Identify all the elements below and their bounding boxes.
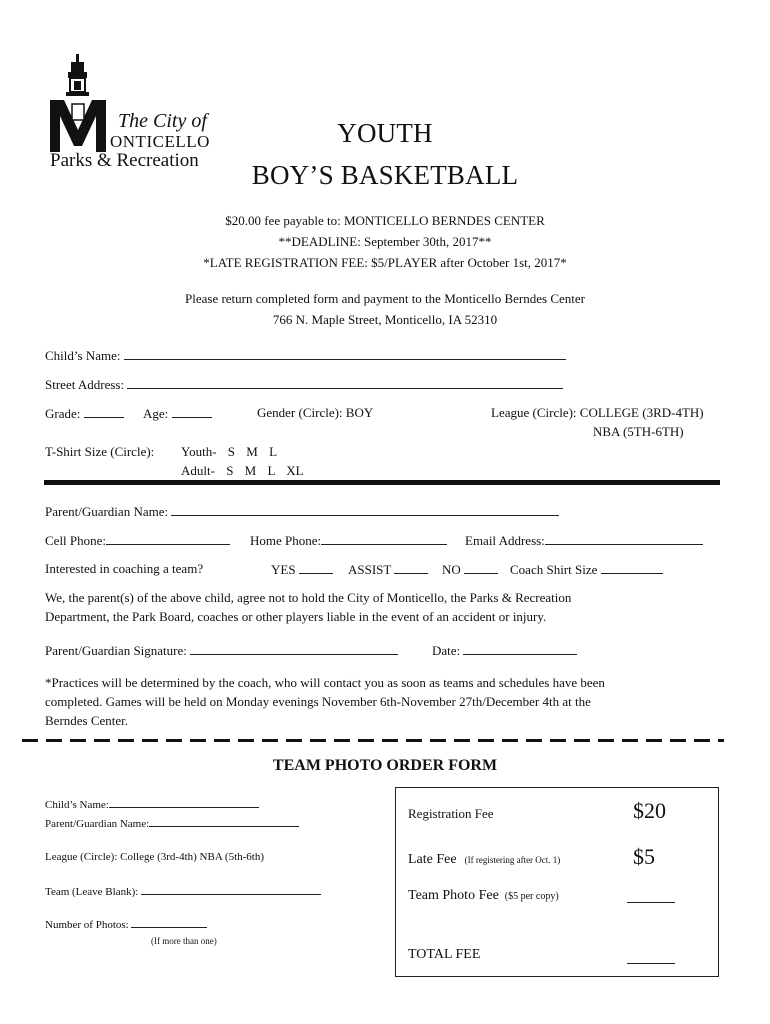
section-divider — [44, 480, 720, 485]
league-circle[interactable]: League (Circle): COLLEGE (3RD-4TH) — [491, 405, 704, 420]
street-address-label: Street Address: — [45, 377, 125, 392]
league-nba[interactable]: NBA (5TH-6TH) — [593, 424, 684, 439]
photo-fee-row — [408, 886, 559, 904]
street-address-field[interactable] — [45, 376, 563, 393]
photo-order-heading: TEAM PHOTO ORDER FORM — [272, 757, 498, 774]
home-phone-label: Home Phone: — [250, 533, 322, 548]
late-fee-line: *LATE REGISTRATION FEE: $5/PLAYER after October 1st, 2017* — [203, 255, 567, 270]
photo-team-label: Team (Leave Blank): — [45, 886, 139, 898]
age-label: Age: — [143, 406, 169, 421]
registration-fee-amount: $20 — [633, 798, 666, 823]
late-fee-row — [408, 850, 560, 868]
waiver-line-2: Department, the Park Board, coaches or other players liable in the event of an accident or injury. — [45, 609, 547, 624]
coaching-assist-field[interactable] — [348, 561, 428, 578]
title-boys-basketball: BOY’S BASKETBALL — [251, 160, 519, 190]
signature-field[interactable] — [45, 642, 398, 659]
registration-fee-label: Registration Fee — [408, 806, 494, 821]
photo-number-field[interactable] — [45, 917, 207, 931]
cell-phone-field[interactable] — [45, 532, 230, 549]
coaching-yes-label: YES — [271, 562, 296, 577]
practice-line-3: Berndes Center. — [45, 713, 129, 728]
cut-line — [22, 739, 724, 742]
photo-fee-blank[interactable] — [627, 890, 675, 903]
photo-child-name-label: Child’s Name: — [45, 799, 109, 811]
email-label: Email Address: — [465, 533, 545, 548]
coach-shirt-field[interactable] — [510, 561, 663, 578]
child-name-field[interactable] — [45, 347, 566, 364]
logo-monticello: ONTICELLO — [110, 132, 210, 151]
grade-field[interactable] — [45, 405, 124, 422]
coach-shirt-label: Coach Shirt Size — [510, 562, 598, 577]
photo-if-more-note: (If more than one) — [151, 936, 217, 946]
parent-name-label: Parent/Guardian Name: — [45, 504, 169, 519]
waiver-line-1: We, the parent(s) of the above child, agree not to hold the City of Monticello, the Parks & Recreation — [45, 590, 572, 605]
gender-circle[interactable]: Gender (Circle): BOY — [257, 405, 374, 420]
tshirt-size-label: T-Shirt Size (Circle): — [45, 444, 155, 459]
date-field[interactable] — [432, 642, 577, 659]
logo — [46, 48, 226, 174]
return-line-1: Please return completed form and payment to the Monticello Berndes Center — [185, 291, 585, 306]
photo-team-field[interactable] — [45, 884, 321, 898]
late-fee-amount: $5 — [633, 844, 655, 869]
logo-parks-recreation: Parks & Recreation — [50, 150, 199, 171]
photo-fee-note: ($5 per copy) — [504, 891, 559, 902]
coaching-yes-field[interactable] — [271, 561, 333, 578]
cell-phone-label: Cell Phone: — [45, 533, 107, 548]
email-field[interactable] — [465, 532, 703, 549]
practice-line-2: completed. Games will be held on Monday evenings November 6th-November 27th/December 4th at the — [45, 694, 591, 709]
home-phone-field[interactable] — [250, 532, 447, 549]
photo-league-circle[interactable]: League (Circle): College (3rd-4th) NBA (5th-6th) — [45, 851, 265, 863]
return-line-2: 766 N. Maple Street, Monticello, IA 52310 — [272, 312, 498, 327]
signature-label: Parent/Guardian Signature: — [45, 643, 187, 658]
total-fee-label: TOTAL FEE — [408, 947, 481, 962]
adult-sizes[interactable]: Adult- S M L XL — [181, 463, 304, 478]
date-label: Date: — [432, 643, 461, 658]
photo-parent-name-label: Parent/Guardian Name: — [45, 818, 150, 830]
coaching-no-label: NO — [442, 562, 461, 577]
youth-sizes[interactable]: Youth- S M L — [181, 444, 278, 459]
coaching-question: Interested in coaching a team? — [45, 561, 204, 576]
late-fee-note: (If registering after Oct. 1) — [464, 855, 561, 865]
grade-label: Grade: — [45, 406, 81, 421]
photo-number-label: Number of Photos: — [45, 919, 129, 931]
practice-line-1: *Practices will be determined by the coach, who will contact you as soon as teams and schedules have been — [45, 675, 605, 690]
age-field[interactable] — [143, 405, 212, 422]
total-fee-blank[interactable] — [627, 951, 675, 964]
fee-payable-line: $20.00 fee payable to: MONTICELLO BERNDES CENTER — [225, 213, 545, 228]
coaching-assist-label: ASSIST — [348, 562, 392, 577]
photo-fee-label: Team Photo Fee — [408, 888, 499, 903]
deadline-line: **DEADLINE: September 30th, 2017** — [278, 234, 492, 249]
coaching-no-field[interactable] — [442, 561, 498, 578]
child-name-label: Child’s Name: — [45, 348, 121, 363]
photo-child-name-field[interactable] — [45, 797, 259, 811]
late-fee-label: Late Fee — [408, 852, 457, 867]
photo-parent-name-field[interactable] — [45, 816, 299, 830]
logo-city-of: The City of — [118, 110, 207, 132]
parent-name-field[interactable] — [45, 503, 559, 520]
title-youth: YOUTH — [337, 118, 433, 148]
